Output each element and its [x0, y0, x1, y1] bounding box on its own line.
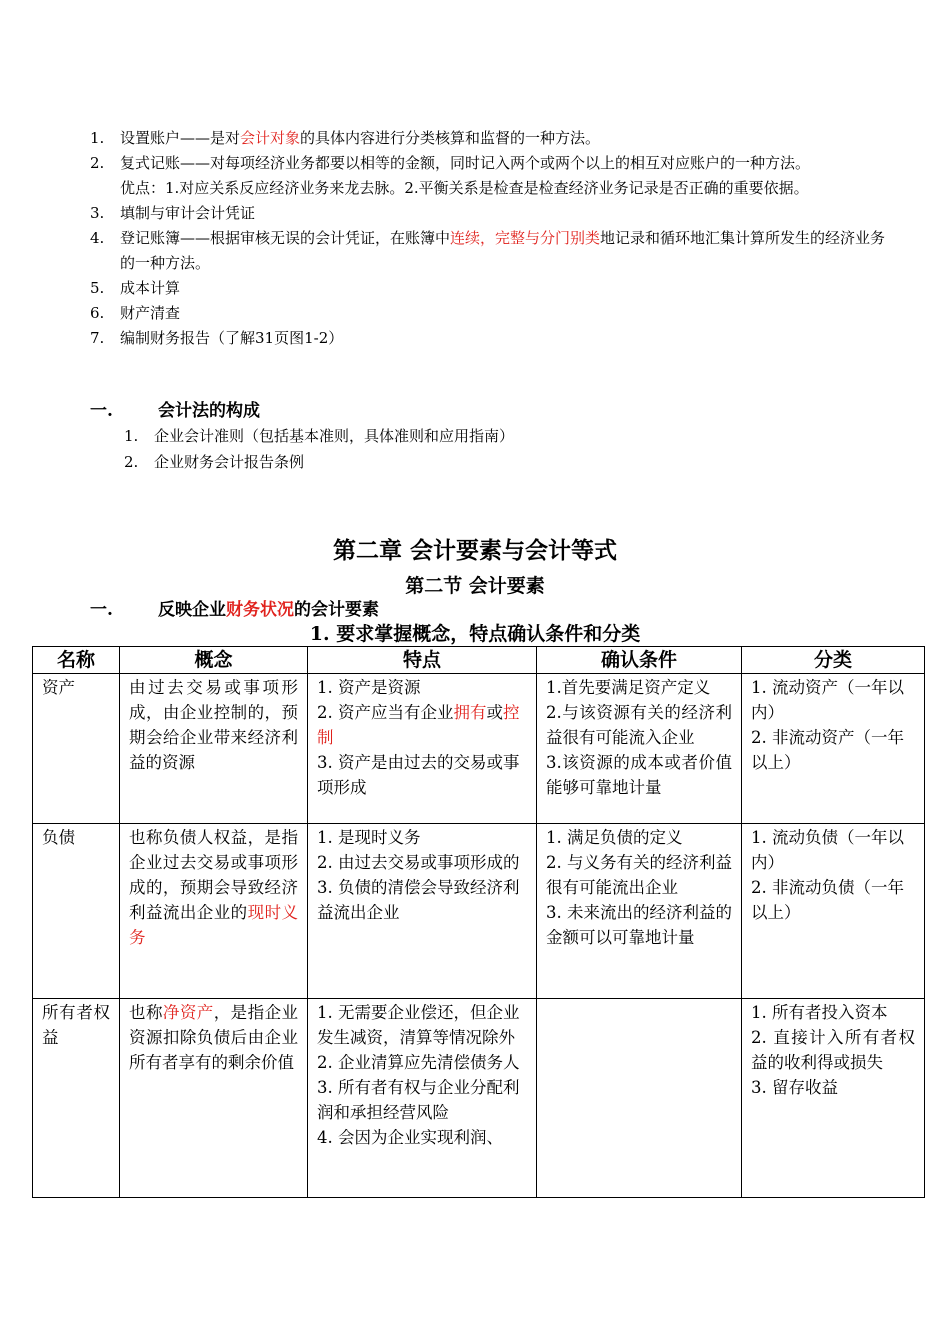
list-text: 财产清查: [120, 304, 181, 322]
concept-cell: 由过去交易或事项形成，由企业控制的，预期会给企业带来经济利益的资源: [120, 674, 308, 824]
list-number: 3.: [90, 204, 105, 222]
section-title: 第二节 会计要素: [405, 575, 545, 597]
list-text: 企业会计准则（包括基本准则，具体准则和应用指南）: [154, 427, 515, 445]
condition-line: 3.该资源的成本或者价值能够可靠地计量: [546, 753, 732, 797]
column-header: 确认条件: [537, 647, 742, 674]
feature-text: 或: [486, 703, 503, 722]
feature-line: 1. 资产是资源: [317, 678, 421, 697]
list-item: [90, 201, 890, 226]
list-text: 登记账簿——根据审核无误的会计凭证，在账簿中: [120, 229, 451, 247]
requirement-heading: 1. 要求掌握概念，特点确认条件和分类: [309, 623, 641, 645]
highlight-text: 会计对象: [240, 129, 301, 147]
list-text: 成本计算: [120, 279, 181, 297]
law-list: [124, 423, 514, 475]
feature-text: 2. 资产应当有企业: [317, 703, 454, 722]
feature-line: 2. 由过去交易或事项形成的: [317, 853, 520, 872]
condition-cell: [537, 999, 742, 1198]
feature-cell: [308, 824, 537, 999]
condition-line: 2.与该资源有关的经济利益很有可能流入企业: [546, 703, 732, 747]
list-item: [90, 126, 890, 151]
list-number: 4.: [90, 229, 105, 247]
law-section-heading: [90, 398, 260, 424]
list-text: 填制与审计会计凭证: [120, 204, 256, 222]
highlight-text: 净资产: [162, 1003, 214, 1022]
list-text: 复式记账——对每项经济业务都要以相等的金额，同时记入两个或两个以上的相互对应账户的一种方法。: [120, 154, 811, 172]
table-row: [33, 999, 925, 1198]
list-number: 1.: [124, 427, 139, 445]
feature-line: 1. 无需要企业偿还，但企业发生减资，清算等情况除外: [317, 1003, 520, 1047]
condition-line: 3. 未来流出的经济利益的金额可以可靠地计量: [546, 903, 732, 947]
list-text: 的具体内容进行分类核算和监督的一种方法。: [300, 129, 601, 147]
list-item: [90, 276, 890, 301]
column-header: 概念: [120, 647, 308, 674]
condition-line: 1.首先要满足资产定义: [546, 678, 711, 697]
classification-line: 2. 直接计入所有者权益的收利得或损失: [751, 1028, 915, 1072]
classification-cell: [742, 999, 925, 1198]
classification-line: 1. 流动负债（一年以内）: [751, 828, 904, 872]
section-mark: 一.: [90, 600, 113, 620]
column-header: 特点: [308, 647, 537, 674]
concept-text: 也称: [129, 1003, 163, 1022]
feature-line: 2. 企业清算应先清偿债务人: [317, 1053, 520, 1072]
condition-cell: [537, 674, 742, 824]
feature-cell: [308, 999, 537, 1198]
list-item: [124, 423, 514, 449]
element-name: 负债: [33, 824, 120, 999]
list-item: [90, 326, 890, 351]
highlight-text: 拥有: [453, 703, 487, 722]
concept-text: 也称负债人权益，是指企业过去交易或事项形成的，预期会导致经济利益流出企业的: [129, 828, 298, 922]
concept-cell: [120, 824, 308, 999]
list-number: 6.: [90, 304, 105, 322]
list-number: 5.: [90, 279, 105, 297]
feature-cell: [308, 674, 537, 824]
table-row: [33, 674, 925, 824]
column-header: 名称: [33, 647, 120, 674]
condition-line: 2. 与义务有关的经济利益很有可能流出企业: [546, 853, 732, 897]
chapter-title: 第二章 会计要素与会计等式: [332, 537, 617, 564]
feature-line: 3. 所有者有权与企业分配利润和承担经营风险: [317, 1078, 520, 1122]
table-header-row: [33, 647, 925, 674]
classification-line: 2. 非流动负债（一年以上）: [751, 878, 904, 922]
classification-line: 1. 所有者投入资本: [751, 1003, 888, 1022]
feature-line: 3. 资产是由过去的交易或事项形成: [317, 753, 520, 797]
list-text: 编制财务报告（了解31页图1-2）: [120, 329, 344, 347]
heading-text: 的会计要素: [294, 600, 379, 620]
classification-line: 2. 非流动资产（一年以上）: [751, 728, 904, 772]
section-mark: 一.: [90, 401, 113, 421]
feature-line: 3. 负债的清偿会导致经济利益流出企业: [317, 878, 520, 922]
concept-text: ，是指企业资源扣除负债后由企业所有者享有的剩余价值: [129, 1003, 299, 1072]
classification-cell: [742, 674, 925, 824]
concept-cell: [120, 999, 308, 1198]
highlight-text: 现时义务: [129, 903, 299, 947]
condition-line: 1. 满足负债的定义: [546, 828, 683, 847]
list-number: 2.: [124, 453, 139, 471]
list-number: 7.: [90, 329, 105, 347]
list-item: [124, 449, 514, 475]
list-text: 地记录和循环地汇集计算所发生的经济业务的一种方法。: [120, 229, 886, 272]
classification-line: 3. 留存收益: [751, 1078, 838, 1097]
classification-cell: [742, 824, 925, 999]
table-row: [33, 824, 925, 999]
condition-cell: [537, 824, 742, 999]
list-number: 1.: [90, 129, 105, 147]
list-note: 优点：1.对应关系反应经济业务来龙去脉。2.平衡关系是检查是检查经济业务记录是否正确的重要依据。: [120, 179, 809, 197]
list-item: [90, 151, 890, 176]
feature-line: 1. 是现时义务: [317, 828, 421, 847]
element-name: 资产: [33, 674, 120, 824]
classification-line: 1. 流动资产（一年以内）: [751, 678, 904, 722]
methods-list: [90, 126, 890, 351]
list-text: 设置账户——是对: [120, 129, 241, 147]
element-name: 所有者权益: [33, 999, 120, 1198]
highlight-text: 连续，完整与分门别类: [450, 229, 601, 247]
heading-text: 反映企业: [158, 600, 226, 620]
accounting-elements-table: [32, 646, 925, 1198]
feature-line: 4. 会因为企业实现利润、: [317, 1128, 503, 1147]
list-item: [90, 226, 890, 276]
list-number: 2.: [90, 154, 105, 172]
highlight-text: 控制: [317, 703, 520, 747]
feature-line: [317, 700, 527, 750]
list-text: 企业财务会计报告条例: [154, 453, 305, 471]
section-title: 会计法的构成: [158, 401, 260, 421]
highlight-text: 财务状况: [226, 600, 294, 620]
list-item: [90, 301, 890, 326]
element-section-heading: [90, 598, 379, 622]
column-header: 分类: [742, 647, 925, 674]
